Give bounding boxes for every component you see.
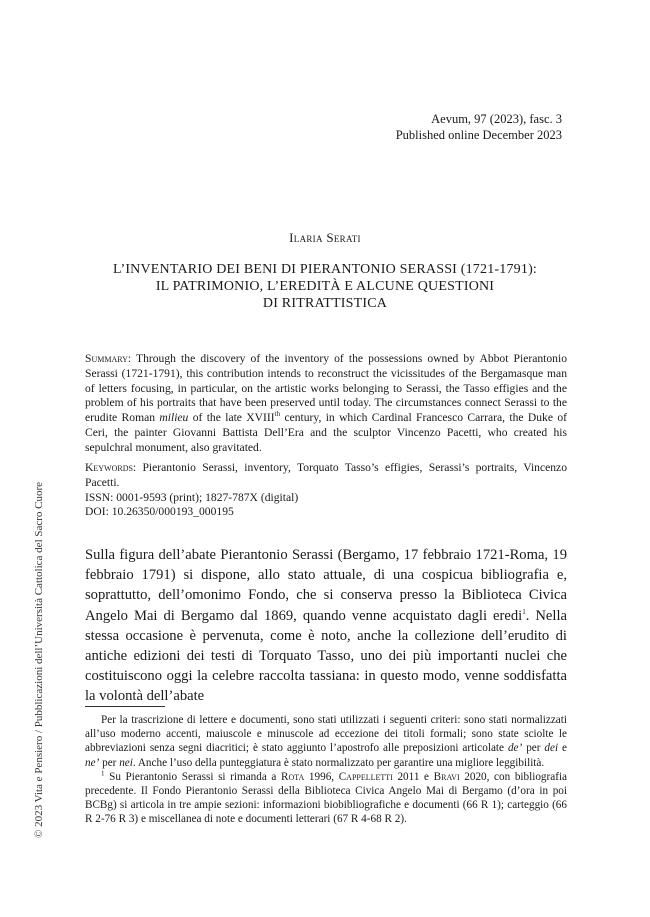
footnote-intro-text: Per la trascrizione di lettere e documenti, sono stati utilizzati i seguenti criteri: sono stati normalizzati all’uso moderno accenti, maiuscole e minuscole ad eccezione dei titoli formali; sono state sciolte le abbreviazioni senza segni diacritici; è stato aggiunto l’apostrofo alle preposizioni articolate bbox=[85, 714, 567, 755]
keywords-line bbox=[85, 461, 567, 491]
summary-text-1: Through the discovery of the inventory of the possessions owned by Abbot Pierantonio Serassi (1721-1791), this contribution intends to reconstruct the vicissitudes of the Bergamasque man of letters focusing, in particular, on the artistic works belonging to Serassi, the Tasso effigies and the problem of his portraits that have been preserved until today. The circumstances connect Serassi to the erudite Roman bbox=[85, 352, 567, 425]
doi: DOI: 10.26350/000193_000195 bbox=[85, 505, 234, 519]
keywords-label: Keywords: bbox=[85, 461, 137, 474]
footnote-1-text: 2011 e bbox=[392, 770, 434, 783]
footnote-intro-italic: dei bbox=[544, 742, 559, 755]
footnote-1-text: Su Pierantonio Serassi si rimanda a bbox=[104, 770, 282, 783]
body-text bbox=[85, 545, 567, 707]
author-name: Ilaria Serati bbox=[289, 230, 361, 245]
title-line-1: L’INVENTARIO DEI BENI DI PIERANTONIO SERASSI (1721-1791): bbox=[112, 262, 538, 277]
footnote-intro-italic: de’ bbox=[507, 742, 523, 755]
journal-issue: Aevum, 97 (2023), fasc. 3 bbox=[431, 112, 562, 126]
summary-text-2: of the late XVIII bbox=[188, 411, 275, 425]
footnote-1 bbox=[85, 770, 567, 827]
footnotes bbox=[85, 713, 567, 827]
footnote-intro-italic: ne’ bbox=[85, 756, 100, 769]
summary-label: Summary: bbox=[85, 352, 132, 365]
summary-superscript: th bbox=[274, 410, 281, 419]
footnote-intro-text: e bbox=[558, 742, 567, 755]
summary-abstract bbox=[85, 352, 567, 456]
footnote-intro-text: per bbox=[99, 756, 120, 769]
body-text-1: Sulla figura dell’abate Pierantonio Serassi (Bergamo, 17 febbraio 1721-Roma, 19 febbraio 1791) si dispone, allo stato attuale, di una cospicua bibliografia e, soprattutto, dell’omonimo Fondo, che si conserva presso la Biblioteca Civica Angelo Mai di Bergamo dal 1869, quando venne acquistato dagli eredi bbox=[85, 547, 567, 624]
footnote-1-number: 1 bbox=[101, 769, 105, 778]
title-line-2: IL PATRIMONIO, L’EREDITÀ E ALCUNE QUESTIONI bbox=[155, 279, 495, 294]
journal-info bbox=[396, 111, 562, 143]
footnote-intro-text: per bbox=[522, 742, 545, 755]
publication-date: Published online December 2023 bbox=[395, 128, 562, 142]
footnote-1-text: 1996, bbox=[304, 770, 339, 783]
footnote-intro-text: . Anche l’uso della punteggiatura è stato normalizzato per garantire una migliore leggibilità. bbox=[132, 756, 545, 769]
footnote-ref-1: 1 bbox=[522, 607, 526, 616]
summary-italic: milieu bbox=[159, 411, 189, 425]
summary-text-3: century, in which Cardinal Francesco Carrara, the Duke of Ceri, the painter Giovanni Battista Dell’Era and the sculptor Vincenzo Pacetti, who created his sepulchral monument, also gravitated. bbox=[85, 411, 567, 454]
footnote-separator bbox=[85, 706, 165, 707]
keywords-text: Pierantonio Serassi, inventory, Torquato Tasso’s effigies, Serassi’s portraits, Vincenzo Pacetti. bbox=[85, 461, 567, 489]
copyright-text: © 2023 Vita e Pensiero / Pubblicazioni dell’Università Cattolica del Sacro Cuore bbox=[33, 481, 45, 838]
footnote-intro bbox=[85, 713, 567, 770]
title-line-3: DI RITRATTISTICA bbox=[262, 296, 388, 311]
article-title bbox=[0, 261, 650, 312]
footnote-1-author: Cappelletti bbox=[338, 770, 393, 783]
footnote-1-author: Rota bbox=[281, 770, 305, 783]
footnote-intro-italic: nei bbox=[119, 756, 133, 769]
body-text-2: . Nella stessa occasione è pervenuta, come è noto, anche la collezione dell’erudito di antiche edizioni dei testi di Torquato Tasso, uno dei più importanti nuclei che costituiscono oggi la celebre raccolta tassiana: in questo modo, venne soddisfatta la volontà dell’abate bbox=[85, 607, 567, 705]
issn: ISSN: 0001-9593 (print); 1827-787X (digital) bbox=[85, 490, 299, 504]
footnote-1-text: 2020, con bibliografia precedente. Il Fondo Pierantonio Serassi della Biblioteca Civica Angelo Mai di Bergamo (d’ora in poi BCBg) si articola in tre ampie sezioni: informazioni biobibliografiche e documenti (66 R 1); carteggio (66 R 2-76 R 3) e miscellanea di note e documenti letterari (67 R 4-68 R 2). bbox=[85, 770, 568, 826]
footnote-1-author: Bravi bbox=[433, 770, 460, 783]
keywords-block bbox=[85, 461, 567, 520]
